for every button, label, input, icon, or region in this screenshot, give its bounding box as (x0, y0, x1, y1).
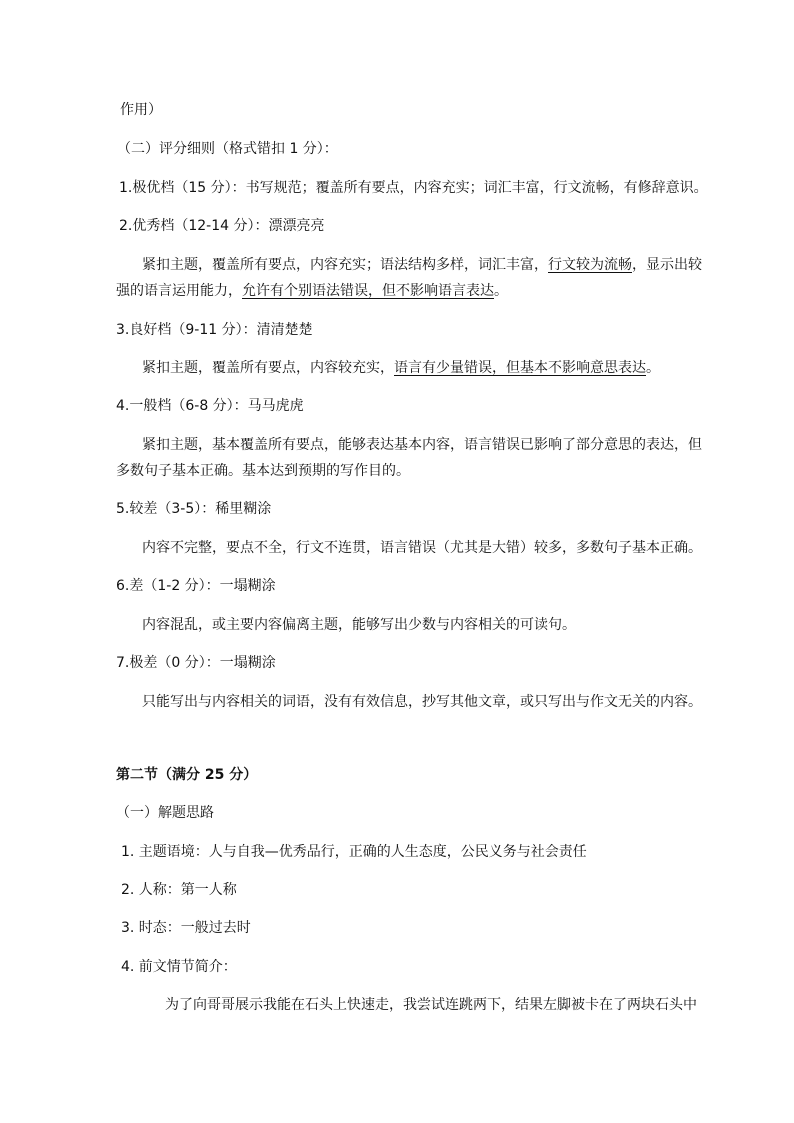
section2-heading: 第二节（满分 25 分） (116, 767, 258, 783)
level3-desc-line1-underlined: 语言有少量错误，但基本不影响意思表达 (394, 360, 646, 376)
level2-desc-line2-a: 强的语言运用能力， (116, 283, 242, 299)
level3-desc-line1-b: 。 (646, 360, 660, 376)
level3-desc-line1 (142, 358, 660, 378)
level2-desc-line2-b: 。 (494, 283, 508, 299)
section2-item-3: 3. 时态：一般过去时 (121, 920, 251, 936)
level2-desc-line1-a: 紧扣主题，覆盖所有要点，内容充实；语法结构多样，词汇丰富， (142, 257, 548, 273)
level4-desc-line1: 紧扣主题，基本覆盖所有要点，能够表达基本内容，语言错误已影响了部分意思的表达，但 (142, 437, 702, 453)
level4-desc-line2: 多数句子基本正确。基本达到预期的写作目的。 (116, 463, 410, 479)
section2-item-1: 1. 主题语境：人与自我—优秀品行，正确的人生态度，公民义务与社会责任 (121, 844, 587, 860)
level2-desc-line2-underlined: 允许有个别语法错误，但不影响语言表达 (242, 283, 494, 299)
section2-subheading: （一）解题思路 (116, 805, 214, 821)
level6-desc-line1: 内容混乱，或主要内容偏离主题，能够写出少数与内容相关的可读句。 (142, 617, 576, 633)
level2-desc-line1-underlined: 行文较为流畅 (548, 257, 632, 273)
level1-text: 1.极优档（15 分）：书写规范；覆盖所有要点，内容充实；词汇丰富，行文流畅，有修辞意识。 (119, 180, 708, 196)
criteria-heading: （二）评分细则（格式错扣 1 分）： (117, 141, 338, 157)
level2-desc-line2 (116, 281, 508, 301)
level4-title: 4.一般档（6-8 分）：马马虎虎 (116, 398, 304, 414)
level3-desc-line1-a: 紧扣主题，覆盖所有要点，内容较充实， (142, 360, 394, 376)
level2-desc-line1-b: ，显示出较 (632, 257, 702, 273)
section2-item-4: 4. 前文情节简介： (121, 959, 237, 975)
level7-desc-line1: 只能写出与内容相关的词语，没有有效信息，抄写其他文章，或只写出与作文无关的内容。 (142, 694, 702, 710)
plot-summary-text: 为了向哥哥展示我能在石头上快速走，我尝试连跳两下，结果左脚被卡在了两块石头中 (165, 997, 697, 1013)
level7-title: 7.极差（0 分）：一塌糊涂 (116, 655, 276, 671)
section2-item-2: 2. 人称：第一人称 (121, 882, 237, 898)
level3-title: 3.良好档（9-11 分）：清清楚楚 (116, 322, 313, 338)
level2-title: 2.优秀档（12-14 分）：漂漂亮亮 (119, 218, 325, 234)
level5-desc-line1: 内容不完整，要点不全，行文不连贯，语言错误（尤其是大错）较多，多数句子基本正确。 (142, 540, 702, 556)
section-tail-text: 作用） (120, 102, 162, 118)
level6-title: 6.差（1-2 分）：一塌糊涂 (116, 578, 276, 594)
level2-desc-line1 (142, 255, 702, 275)
level5-title: 5.较差（3-5）：稀里糊涂 (116, 501, 272, 517)
